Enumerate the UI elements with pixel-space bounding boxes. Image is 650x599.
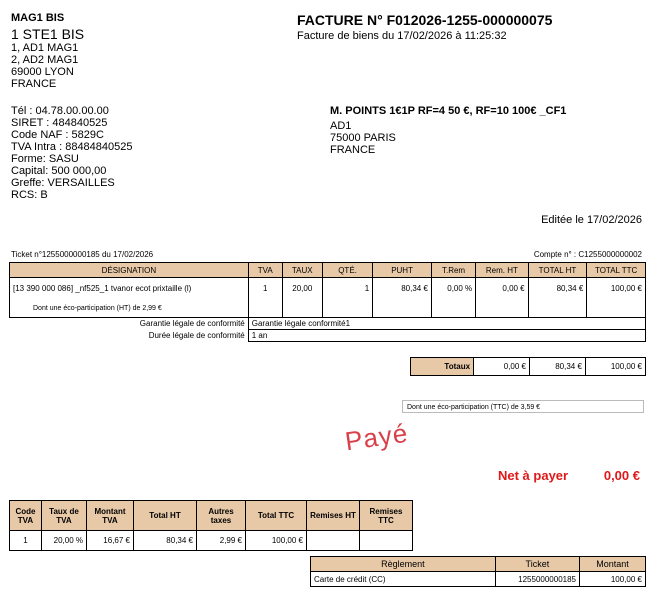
eco-ttc-box: Dont une éco-participation (TTC) de 3,59 € [402,400,644,413]
account-ref: Compte n° : C1255000000002 [533,250,642,259]
eco-note: Dont une éco-participation (HT) de 2,99 € [33,305,162,312]
edited-date: Editée le 17/02/2026 [541,214,642,226]
warranty-value: Garantie légale conformité1 [248,318,645,330]
payment-col-ticket: Ticket [495,557,579,572]
tax-cell-remht [307,531,360,551]
paid-stamp: Payé [343,417,410,457]
client-address-line: FRANCE [330,144,376,156]
tax-cell-amount: 16,67 € [87,531,134,551]
detail-line: Tél : 04.78.00.00.00 [11,105,109,117]
cell-taux: 20,00 [282,278,322,318]
payment-header-row [311,557,646,572]
payment-table [310,556,646,587]
tax-col-code: Code TVA [10,501,42,531]
col-trem: T.Rem [431,263,475,278]
detail-line: RCS: B [11,189,48,201]
client-address-line: 75000 PARIS [330,132,396,144]
tax-col-other: Autres taxes [197,501,246,531]
detail-line: Code NAF : 5829C [11,129,104,141]
col-taux: TAUX [282,263,322,278]
duration-value: 1 an [248,330,645,342]
duration-row [10,330,646,342]
col-designation: DÉSIGNATION [10,263,249,278]
ticket-ref: Ticket n°1255000000185 du 17/02/2026 [11,250,154,259]
tax-cell-ht: 80,34 € [134,531,197,551]
cell-tva: 1 [248,278,282,318]
totals-row [411,358,646,376]
payment-col-amount: Montant [580,557,646,572]
detail-line: Forme: SASU [11,153,79,165]
tax-table [9,500,413,551]
detail-line: SIRET : 484840525 [11,117,108,129]
tax-cell-other: 2,99 € [197,531,246,551]
tax-cell-ttc: 100,00 € [246,531,307,551]
warranty-label: Garantie légale de conformité [139,319,245,329]
warranty-row [10,318,646,330]
invoice-subtitle: Facture de biens du 17/02/2026 à 11:25:32 [297,30,507,42]
net-label: Net à payer [498,468,569,483]
payment-cell-ticket: 1255000000185 [495,572,579,587]
table-row [311,572,646,587]
col-qty: QTÉ. [322,263,372,278]
cell-remht: 0,00 € [476,278,528,318]
payment-cell-method: Carte de crédit (CC) [311,572,496,587]
totals-remht: 0,00 € [474,358,530,376]
tax-col-remttc: Remises TTC [360,501,413,531]
tax-cell-remttc [360,531,413,551]
tax-col-ht: Total HT [134,501,197,531]
seller-address [11,42,84,90]
client-address-line: AD1 [330,120,352,132]
duration-label: Durée légale de conformité [148,331,245,340]
seller-block [11,12,84,90]
address-line: 2, AD2 MAG1 [11,54,79,66]
client-block [330,105,566,156]
invoice-header [297,12,552,42]
client-name: M. POINTS 1€1P RF=4 50 €, RF=10 100€ _CF1 [330,105,567,117]
invoice-title: FACTURE N° F012026-1255-000000075 [297,12,553,28]
address-line: 69000 LYON [11,66,74,78]
item-label: [13 390 000 086] _nf525_1 tvanor ecot prixtaille (l) [13,284,192,293]
net-value: 0,00 € [603,468,640,483]
cell-trem: 0,00 % [431,278,475,318]
tax-col-remht: Remises HT [307,501,360,531]
tax-cell-rate: 20,00 % [42,531,87,551]
address-line: FRANCE [11,78,57,90]
col-totalht: TOTAL HT [528,263,587,278]
address-line: 1, AD1 MAG1 [11,42,79,54]
seller-details [11,105,133,201]
col-totalttc: TOTAL TTC [587,263,646,278]
totals-ttc: 100,00 € [585,358,645,376]
cell-puht: 80,34 € [373,278,432,318]
totals-table [410,357,646,376]
tax-col-rate: Taux de TVA [42,501,87,531]
lines-table [9,262,646,342]
cell-qty: 1 [322,278,372,318]
col-remht: Rem. HT [476,263,528,278]
totals-ht: 80,34 € [530,358,586,376]
cell-designation [10,278,249,318]
table-row [10,531,413,551]
cell-totalht: 80,34 € [528,278,587,318]
col-tva: TVA [248,263,282,278]
cell-totalttc: 100,00 € [587,278,646,318]
payment-cell-amount: 100,00 € [580,572,646,587]
tax-cell-code: 1 [10,531,42,551]
detail-line: Capital: 500 000,00 [11,165,107,177]
tax-col-ttc: Total TTC [246,501,307,531]
tax-header-row [10,501,413,531]
detail-line: TVA Intra : 88484840525 [11,141,133,153]
seller-company: 1 STE1 BIS [11,26,85,42]
tax-col-amount: Montant TVA [87,501,134,531]
totals-label: Totaux [411,358,474,376]
lines-header-row [10,263,646,278]
col-puht: PUHT [373,263,432,278]
detail-line: Greffe: VERSAILLES [11,177,115,189]
table-row [10,278,646,318]
seller-name: MAG1 BIS [11,12,65,24]
payment-col-method: Règlement [311,557,496,572]
